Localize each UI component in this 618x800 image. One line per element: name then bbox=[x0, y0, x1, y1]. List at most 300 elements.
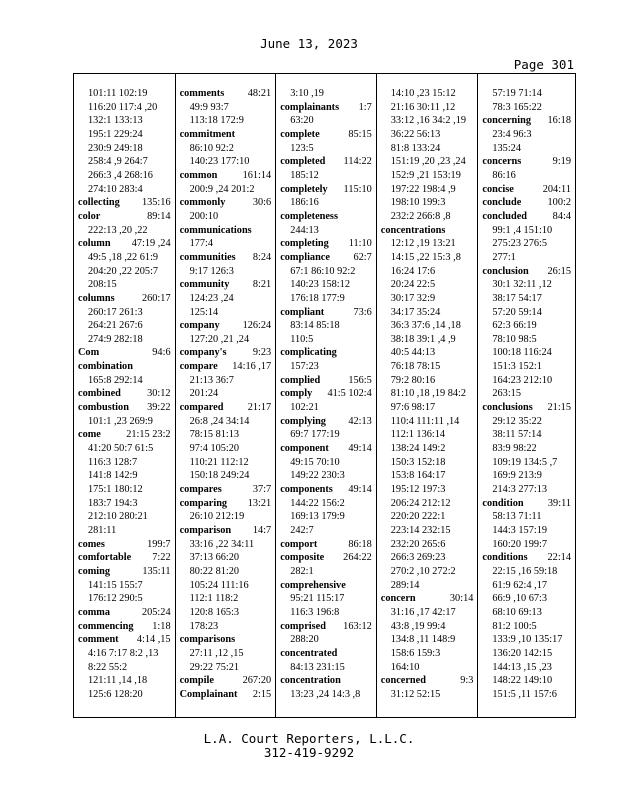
index-ref-line: 195:12 197:3 bbox=[390, 484, 446, 496]
index-term: communities bbox=[179, 251, 236, 263]
index-ref-line: 282:1 bbox=[290, 565, 314, 577]
index-term-line bbox=[381, 224, 474, 238]
index-ref-line: 144:3 157:19 bbox=[492, 525, 548, 536]
index-term-refs: 199:7 bbox=[147, 538, 171, 550]
word-index-table bbox=[73, 73, 576, 718]
index-ref-line: 123:5 bbox=[290, 142, 314, 154]
index-ref-line: 223:14 232:15 bbox=[390, 525, 451, 536]
index-term: coming bbox=[78, 565, 111, 577]
page-footer bbox=[0, 732, 618, 760]
index-ref-line: 36:22 56:13 bbox=[390, 128, 441, 140]
index-column bbox=[376, 74, 478, 717]
index-ref-line: 175:1 180:12 bbox=[88, 484, 143, 496]
index-term-refs: 163:12 bbox=[343, 620, 372, 632]
index-ref-line: 4:16 7:17 8:2 ,13 bbox=[88, 647, 159, 659]
index-ref-line: 29:22 75:21 bbox=[189, 661, 240, 673]
index-term: component bbox=[280, 443, 329, 455]
index-ref-line: 125:14 bbox=[189, 306, 219, 318]
index-ref-line: 86:10 92:2 bbox=[189, 142, 234, 154]
index-term-refs: 94:6 bbox=[152, 347, 171, 359]
index-term-line bbox=[280, 538, 372, 552]
index-term-refs: 14:7 bbox=[252, 525, 272, 536]
index-term-refs: 126:24 bbox=[242, 320, 272, 332]
index-term: components bbox=[280, 484, 333, 496]
index-ref-line: 141:8 142:9 bbox=[88, 470, 138, 482]
index-term-line bbox=[180, 196, 272, 210]
index-term: comparing bbox=[179, 497, 228, 509]
index-term-line bbox=[180, 224, 272, 238]
index-term-line bbox=[280, 620, 372, 634]
index-ref-line: 34:17 35:24 bbox=[390, 306, 441, 318]
index-term-refs: 39:11 bbox=[547, 497, 571, 509]
index-ref-line: 79:2 80:16 bbox=[390, 374, 436, 386]
index-ref-line: 9:17 126:3 bbox=[189, 265, 234, 277]
index-term-line bbox=[180, 346, 272, 360]
index-ref-line: 57:20 59:14 bbox=[492, 306, 542, 318]
index-term: concern bbox=[380, 593, 416, 605]
index-ref-line: 132:1 133:13 bbox=[88, 115, 143, 127]
index-term-line bbox=[180, 688, 272, 702]
index-term-refs: 42:13 bbox=[348, 415, 372, 427]
index-ref-line: 177:4 bbox=[189, 238, 214, 250]
index-term: company bbox=[179, 320, 220, 332]
index-column bbox=[275, 74, 376, 717]
index-term-refs: 267:20 bbox=[242, 675, 272, 687]
index-ref-line: 242:7 bbox=[290, 525, 314, 536]
index-ref-line: 69:7 177:19 bbox=[290, 429, 340, 441]
index-column bbox=[74, 74, 175, 717]
index-term-line bbox=[78, 606, 171, 620]
index-term-line bbox=[78, 620, 171, 634]
index-ref-line: 112:1 118:2 bbox=[189, 593, 239, 605]
index-ref-line: 58:13 71:11 bbox=[492, 511, 542, 523]
index-term-line bbox=[280, 442, 372, 456]
index-term-line bbox=[180, 360, 272, 374]
index-term-refs: 22:14 bbox=[547, 552, 571, 564]
index-term-line bbox=[180, 497, 272, 511]
index-ref-line: 84:13 231:15 bbox=[290, 661, 345, 673]
index-ref-line: 266:3 269:23 bbox=[390, 552, 446, 564]
index-term-line bbox=[180, 278, 272, 292]
index-term: commitment bbox=[179, 128, 236, 140]
index-ref-line: 274:10 283:4 bbox=[88, 183, 143, 195]
index-ref-line: 244:13 bbox=[290, 224, 319, 236]
index-term: conclude bbox=[482, 197, 522, 209]
index-term-refs: 264:22 bbox=[343, 552, 372, 564]
index-term-refs: 21:17 bbox=[247, 402, 272, 414]
index-ref-line: 49:15 70:10 bbox=[290, 456, 340, 468]
index-ref-line: 80:22 81:20 bbox=[189, 565, 240, 577]
index-term-refs: 30:12 bbox=[147, 388, 171, 400]
index-term: community bbox=[179, 279, 230, 291]
index-term-line bbox=[78, 237, 171, 251]
index-ref-line: 176:12 290:5 bbox=[88, 593, 143, 605]
index-term-refs: 135:16 bbox=[141, 197, 171, 209]
index-ref-line: 151:19 ,20 ,23 ,24 bbox=[390, 156, 466, 168]
index-term: concerning bbox=[482, 115, 531, 127]
index-ref-line: 38:17 54:17 bbox=[492, 292, 542, 304]
index-term-refs: 2:15 bbox=[252, 688, 272, 700]
index-term: complied bbox=[280, 374, 321, 386]
index-term-line bbox=[280, 647, 372, 661]
index-ref-line: 62:3 66:19 bbox=[492, 320, 537, 332]
index-term: completed bbox=[280, 156, 326, 168]
index-term-refs: 9:23 bbox=[252, 347, 272, 359]
index-term: concentrated bbox=[280, 647, 338, 659]
index-term-refs: 37:7 bbox=[252, 484, 272, 496]
index-ref-line: 116:3 196:8 bbox=[290, 606, 340, 618]
index-ref-line: 31:12 52:15 bbox=[390, 688, 441, 700]
page-number: Page 301 bbox=[513, 57, 574, 72]
index-term-refs: 48:21 bbox=[247, 88, 272, 99]
index-ref-line: 83:14 85:18 bbox=[290, 320, 340, 332]
index-term: comprehensive bbox=[280, 579, 346, 591]
index-term-line bbox=[482, 114, 571, 128]
index-term: Com bbox=[78, 347, 100, 359]
index-ref-line: 141:15 155:7 bbox=[88, 579, 143, 591]
index-ref-line: 198:10 199:3 bbox=[390, 197, 446, 209]
index-ref-line: 43:8 ,19 99:4 bbox=[390, 620, 446, 632]
index-term-refs: 115:10 bbox=[343, 183, 372, 195]
index-ref-line: 61:9 62:4 ,17 bbox=[492, 579, 548, 591]
index-term: composite bbox=[280, 552, 325, 564]
index-ref-line: 208:15 bbox=[88, 279, 117, 291]
index-term: condition bbox=[482, 497, 524, 509]
index-ref-line: 30:17 32:9 bbox=[390, 292, 436, 304]
index-ref-line: 127:20 ,21 ,24 bbox=[189, 333, 250, 345]
index-ref-line: 204:20 ,22 205:7 bbox=[88, 265, 159, 277]
index-ref-line: 81:8 133:24 bbox=[390, 142, 441, 154]
reporter-company: L.A. Court Reporters, L.L.C. bbox=[203, 731, 415, 746]
index-term-refs: 21:15 bbox=[547, 402, 571, 414]
index-term-line bbox=[78, 196, 171, 210]
index-ref-line: 158:6 159:3 bbox=[390, 647, 441, 659]
index-ref-line: 201:24 bbox=[189, 388, 219, 400]
index-term-line bbox=[78, 346, 171, 360]
index-term: combination bbox=[78, 361, 133, 373]
index-ref-line: 260:17 261:3 bbox=[88, 306, 143, 318]
index-term: company's bbox=[179, 347, 227, 359]
index-ref-line: 110:21 112:12 bbox=[189, 456, 249, 468]
index-ref-line: 101:1 ,23 269:9 bbox=[88, 415, 153, 427]
index-ref-line: 20:24 22:5 bbox=[390, 279, 436, 291]
index-ref-line: 212:10 280:21 bbox=[88, 511, 148, 523]
index-ref-line: 164:23 212:10 bbox=[492, 374, 553, 386]
index-ref-line: 222:13 ,20 ,22 bbox=[88, 224, 148, 236]
index-column bbox=[175, 74, 276, 717]
index-term-refs: 7:22 bbox=[152, 552, 171, 564]
index-term: compile bbox=[179, 675, 214, 687]
index-ref-line: 67:1 86:10 92:2 bbox=[290, 265, 356, 277]
index-ref-line: 200:9 ,24 201:2 bbox=[189, 183, 255, 195]
index-term-line bbox=[280, 306, 372, 320]
index-ref-line: 151:5 ,11 157:6 bbox=[492, 688, 557, 700]
index-term-line bbox=[482, 196, 571, 210]
index-ref-line: 164:10 bbox=[390, 661, 420, 673]
index-term-line bbox=[482, 210, 571, 224]
index-term-line bbox=[482, 183, 571, 197]
index-term-line bbox=[180, 483, 272, 497]
index-term: completely bbox=[280, 183, 328, 195]
index-ref-line: 36:3 37:6 ,14 ,18 bbox=[390, 320, 461, 332]
index-ref-line: 105:24 111:16 bbox=[189, 579, 249, 591]
index-ref-line: 274:9 282:18 bbox=[88, 333, 143, 345]
index-ref-line: 150:18 249:24 bbox=[189, 470, 250, 482]
index-term: comport bbox=[280, 538, 318, 550]
index-term-line bbox=[280, 374, 372, 388]
index-term-line bbox=[78, 387, 171, 401]
index-term: concentration bbox=[280, 675, 341, 687]
index-term-refs: 205:24 bbox=[141, 606, 171, 618]
index-term-refs: 73:6 bbox=[353, 306, 372, 318]
index-term-refs: 41:5 102:4 bbox=[327, 388, 372, 400]
index-term: compares bbox=[179, 484, 222, 496]
index-ref-line: 200:10 bbox=[189, 210, 219, 222]
index-ref-line: 140:23 177:10 bbox=[189, 156, 250, 168]
index-term-line bbox=[280, 183, 372, 197]
index-term-line bbox=[381, 592, 474, 606]
index-term-line bbox=[78, 292, 171, 306]
index-term: communications bbox=[179, 224, 252, 236]
index-term: compliant bbox=[280, 306, 325, 318]
index-term-line bbox=[381, 674, 474, 688]
index-ref-line: 152:9 ,21 153:19 bbox=[390, 169, 461, 181]
index-term-line bbox=[78, 210, 171, 224]
index-ref-line: 232:2 266:8 ,8 bbox=[390, 210, 451, 222]
index-ref-line: 206:24 212:12 bbox=[390, 497, 451, 509]
index-term-line bbox=[280, 551, 372, 565]
index-ref-line: 63:20 bbox=[290, 115, 314, 127]
index-ref-line: 288:20 bbox=[290, 634, 319, 646]
index-ref-line: 124:23 ,24 bbox=[189, 292, 234, 304]
index-ref-line: 165:8 292:14 bbox=[88, 374, 143, 386]
index-term-line bbox=[482, 265, 571, 279]
index-term-line bbox=[180, 128, 272, 142]
index-term-refs: 9:19 bbox=[552, 156, 571, 168]
index-ref-line: 264:21 267:6 bbox=[88, 320, 143, 332]
index-ref-line: 178:23 bbox=[189, 620, 219, 632]
index-ref-line: 195:1 229:24 bbox=[88, 128, 143, 140]
index-term-line bbox=[280, 237, 372, 251]
index-ref-line: 232:20 265:6 bbox=[390, 538, 446, 550]
index-term-refs: 13:21 bbox=[247, 497, 272, 509]
index-ref-line: 57:19 71:14 bbox=[492, 88, 542, 99]
page-date: June 13, 2023 bbox=[260, 36, 358, 51]
index-ref-line: 26:10 212:19 bbox=[189, 511, 245, 523]
index-term: comparison bbox=[179, 525, 232, 536]
index-term: common bbox=[179, 169, 218, 181]
index-ref-line: 33:16 ,22 34:11 bbox=[189, 538, 255, 550]
index-ref-line: 14:15 ,22 15:3 ,8 bbox=[390, 251, 461, 263]
index-ref-line: 49:5 ,18 ,22 61:9 bbox=[88, 251, 159, 263]
index-ref-line: 41:20 50:7 61:5 bbox=[88, 443, 154, 455]
index-ref-line: 220:20 222:1 bbox=[390, 511, 446, 523]
index-term-line bbox=[78, 633, 171, 647]
index-ref-line: 33:12 ,16 34:2 ,19 bbox=[390, 115, 467, 127]
index-ref-line: 144:13 ,15 ,23 bbox=[492, 661, 552, 673]
index-ref-line: 76:18 78:15 bbox=[390, 361, 441, 373]
index-term: commencing bbox=[78, 620, 134, 632]
index-ref-line: 66:9 ,10 67:3 bbox=[492, 593, 548, 605]
index-term-refs: 30:6 bbox=[252, 197, 272, 209]
index-ref-line: 16:24 17:6 bbox=[390, 265, 436, 277]
index-ref-line: 263:15 bbox=[492, 388, 521, 400]
index-term-line bbox=[482, 155, 571, 169]
index-term-line bbox=[180, 633, 272, 647]
index-term: comments bbox=[179, 88, 225, 99]
index-term: comes bbox=[78, 538, 105, 550]
index-ref-line: 97:4 105:20 bbox=[189, 443, 240, 455]
index-ref-line: 258:4 ,9 264:7 bbox=[88, 156, 148, 168]
index-ref-line: 97:6 98:17 bbox=[390, 402, 436, 414]
index-ref-line: 169:13 179:9 bbox=[290, 511, 345, 523]
index-term-line bbox=[280, 674, 372, 688]
index-term-refs: 8:24 bbox=[252, 251, 272, 263]
index-term-refs: 1:18 bbox=[152, 620, 171, 632]
index-term-refs: 84:4 bbox=[552, 210, 571, 222]
index-ref-line: 134:8 ,11 148:9 bbox=[390, 634, 456, 646]
index-ref-line: 275:23 276:5 bbox=[492, 238, 548, 250]
index-term: compared bbox=[179, 402, 224, 414]
index-ref-line: 277:1 bbox=[492, 251, 516, 263]
index-ref-line: 153:8 164:17 bbox=[390, 470, 446, 482]
index-term-line bbox=[78, 428, 171, 442]
index-ref-line: 14:10 ,23 15:12 bbox=[390, 88, 456, 99]
index-term-refs: 62:7 bbox=[353, 251, 372, 263]
index-term: completeness bbox=[280, 210, 338, 222]
index-ref-line: 116:3 128:7 bbox=[88, 456, 138, 468]
index-term-line bbox=[280, 155, 372, 169]
index-ref-line: 214:3 277:13 bbox=[492, 484, 548, 496]
index-ref-line: 266:3 ,4 268:16 bbox=[88, 169, 153, 181]
index-term: comfortable bbox=[78, 552, 132, 564]
index-ref-line: 3:10 ,19 bbox=[290, 88, 324, 99]
reporter-phone: 312-419-9292 bbox=[263, 745, 355, 760]
index-ref-line: 68:10 69:13 bbox=[492, 606, 542, 618]
index-term-line bbox=[280, 128, 372, 142]
index-term: collecting bbox=[78, 197, 120, 209]
index-term-refs: 156:5 bbox=[348, 374, 372, 386]
index-term: combustion bbox=[78, 402, 129, 414]
index-ref-line: 185:12 bbox=[290, 169, 319, 181]
index-term-refs: 26:15 bbox=[547, 265, 571, 277]
index-term-refs: 11:10 bbox=[348, 238, 372, 250]
index-ref-line: 116:20 117:4 ,20 bbox=[88, 101, 158, 113]
index-term-line bbox=[280, 210, 372, 224]
index-term: comparisons bbox=[179, 634, 236, 646]
index-ref-line: 140:23 158:12 bbox=[290, 279, 350, 291]
index-term-refs: 47:19 ,24 bbox=[131, 238, 171, 250]
index-term: concerns bbox=[482, 156, 522, 168]
index-ref-line: 101:11 102:19 bbox=[88, 88, 148, 99]
index-ref-line: 78:15 81:13 bbox=[189, 429, 240, 441]
index-term: concluded bbox=[482, 210, 528, 222]
index-term-refs: 9:3 bbox=[460, 675, 474, 687]
index-term: complainants bbox=[280, 101, 340, 113]
index-term-refs: 85:15 bbox=[348, 128, 372, 140]
index-ref-line: 113:18 172:9 bbox=[189, 115, 244, 127]
index-ref-line: 160:20 199:7 bbox=[492, 538, 548, 550]
index-ref-line: 136:20 142:15 bbox=[492, 647, 553, 659]
index-ref-line: 21:13 36:7 bbox=[189, 374, 234, 386]
index-term-refs: 49:14 bbox=[348, 484, 372, 496]
index-ref-line: 176:18 177:9 bbox=[290, 292, 345, 304]
index-term-line bbox=[280, 415, 372, 429]
index-ref-line: 102:21 bbox=[290, 402, 319, 414]
index-term-refs: 100:2 bbox=[547, 197, 571, 209]
index-term-line bbox=[180, 87, 272, 101]
index-ref-line: 49:9 93:7 bbox=[189, 101, 229, 113]
index-term-line bbox=[180, 319, 272, 333]
index-term: completing bbox=[280, 238, 329, 250]
index-term-refs: 8:21 bbox=[252, 279, 272, 291]
index-ref-line: 121:11 ,14 ,18 bbox=[88, 675, 148, 687]
index-ref-line: 183:7 194:3 bbox=[88, 497, 138, 509]
index-term-line bbox=[280, 579, 372, 593]
index-ref-line: 197:22 198:4 ,9 bbox=[390, 183, 456, 195]
index-term: comma bbox=[78, 606, 111, 618]
index-ref-line: 8:22 55:2 bbox=[88, 661, 128, 673]
index-term: conclusions bbox=[482, 402, 533, 414]
index-term-refs: 14:16 ,17 bbox=[232, 361, 272, 373]
index-term-line bbox=[78, 360, 171, 374]
index-ref-line: 30:1 32:11 ,12 bbox=[492, 279, 552, 291]
index-term-line bbox=[78, 565, 171, 579]
index-ref-line: 95:21 115:17 bbox=[290, 593, 345, 605]
index-ref-line: 110:4 111:11 ,14 bbox=[390, 415, 460, 427]
index-ref-line: 230:9 249:18 bbox=[88, 142, 143, 154]
index-ref-line: 37:13 66:20 bbox=[189, 552, 240, 564]
index-term-refs: 89:14 bbox=[147, 210, 171, 222]
index-ref-line: 38:11 57:14 bbox=[492, 429, 542, 441]
index-ref-line: 81:2 100:5 bbox=[492, 620, 537, 632]
index-ref-line: 109:19 134:5 ,7 bbox=[492, 456, 558, 468]
index-ref-line: 22:15 ,16 59:18 bbox=[492, 565, 558, 577]
index-term-refs: 21:15 23:2 bbox=[126, 429, 171, 441]
index-term-line bbox=[280, 346, 372, 360]
index-ref-line: 120:8 165:3 bbox=[189, 606, 240, 618]
index-term-refs: 161:14 bbox=[242, 169, 272, 181]
index-term-line bbox=[78, 538, 171, 552]
index-ref-line: 135:24 bbox=[492, 142, 521, 154]
index-term-refs: 135:11 bbox=[142, 565, 171, 577]
index-ref-line: 27:11 ,12 ,15 bbox=[189, 647, 244, 659]
index-ref-line: 186:16 bbox=[290, 197, 319, 209]
index-term: conclusion bbox=[482, 265, 529, 277]
index-term: complying bbox=[280, 415, 326, 427]
index-ref-line: 270:2 ,10 272:2 bbox=[390, 565, 456, 577]
index-ref-line: 138:24 149:2 bbox=[390, 443, 446, 455]
index-term-refs: 4:14 ,15 bbox=[136, 634, 171, 646]
index-term: comment bbox=[78, 634, 119, 646]
index-ref-line: 13:23 ,24 14:3 ,8 bbox=[290, 688, 361, 700]
index-term-line bbox=[280, 251, 372, 265]
index-ref-line: 133:9 ,10 135:17 bbox=[492, 634, 563, 646]
index-ref-line: 112:1 136:14 bbox=[390, 429, 446, 441]
index-term: Complainant bbox=[179, 688, 238, 700]
index-term: concentrations bbox=[380, 224, 446, 236]
index-term-line bbox=[78, 551, 171, 565]
index-term: complete bbox=[280, 128, 320, 140]
index-term-refs: 204:11 bbox=[542, 183, 571, 195]
index-term: comprised bbox=[280, 620, 326, 632]
index-ref-line: 281:11 bbox=[88, 525, 117, 536]
index-term-line bbox=[180, 251, 272, 265]
index-term-refs: 86:18 bbox=[348, 538, 372, 550]
index-ref-line: 78:10 98:5 bbox=[492, 333, 537, 345]
index-ref-line: 12:12 ,19 13:21 bbox=[390, 238, 456, 250]
index-ref-line: 29:12 35:22 bbox=[492, 415, 542, 427]
